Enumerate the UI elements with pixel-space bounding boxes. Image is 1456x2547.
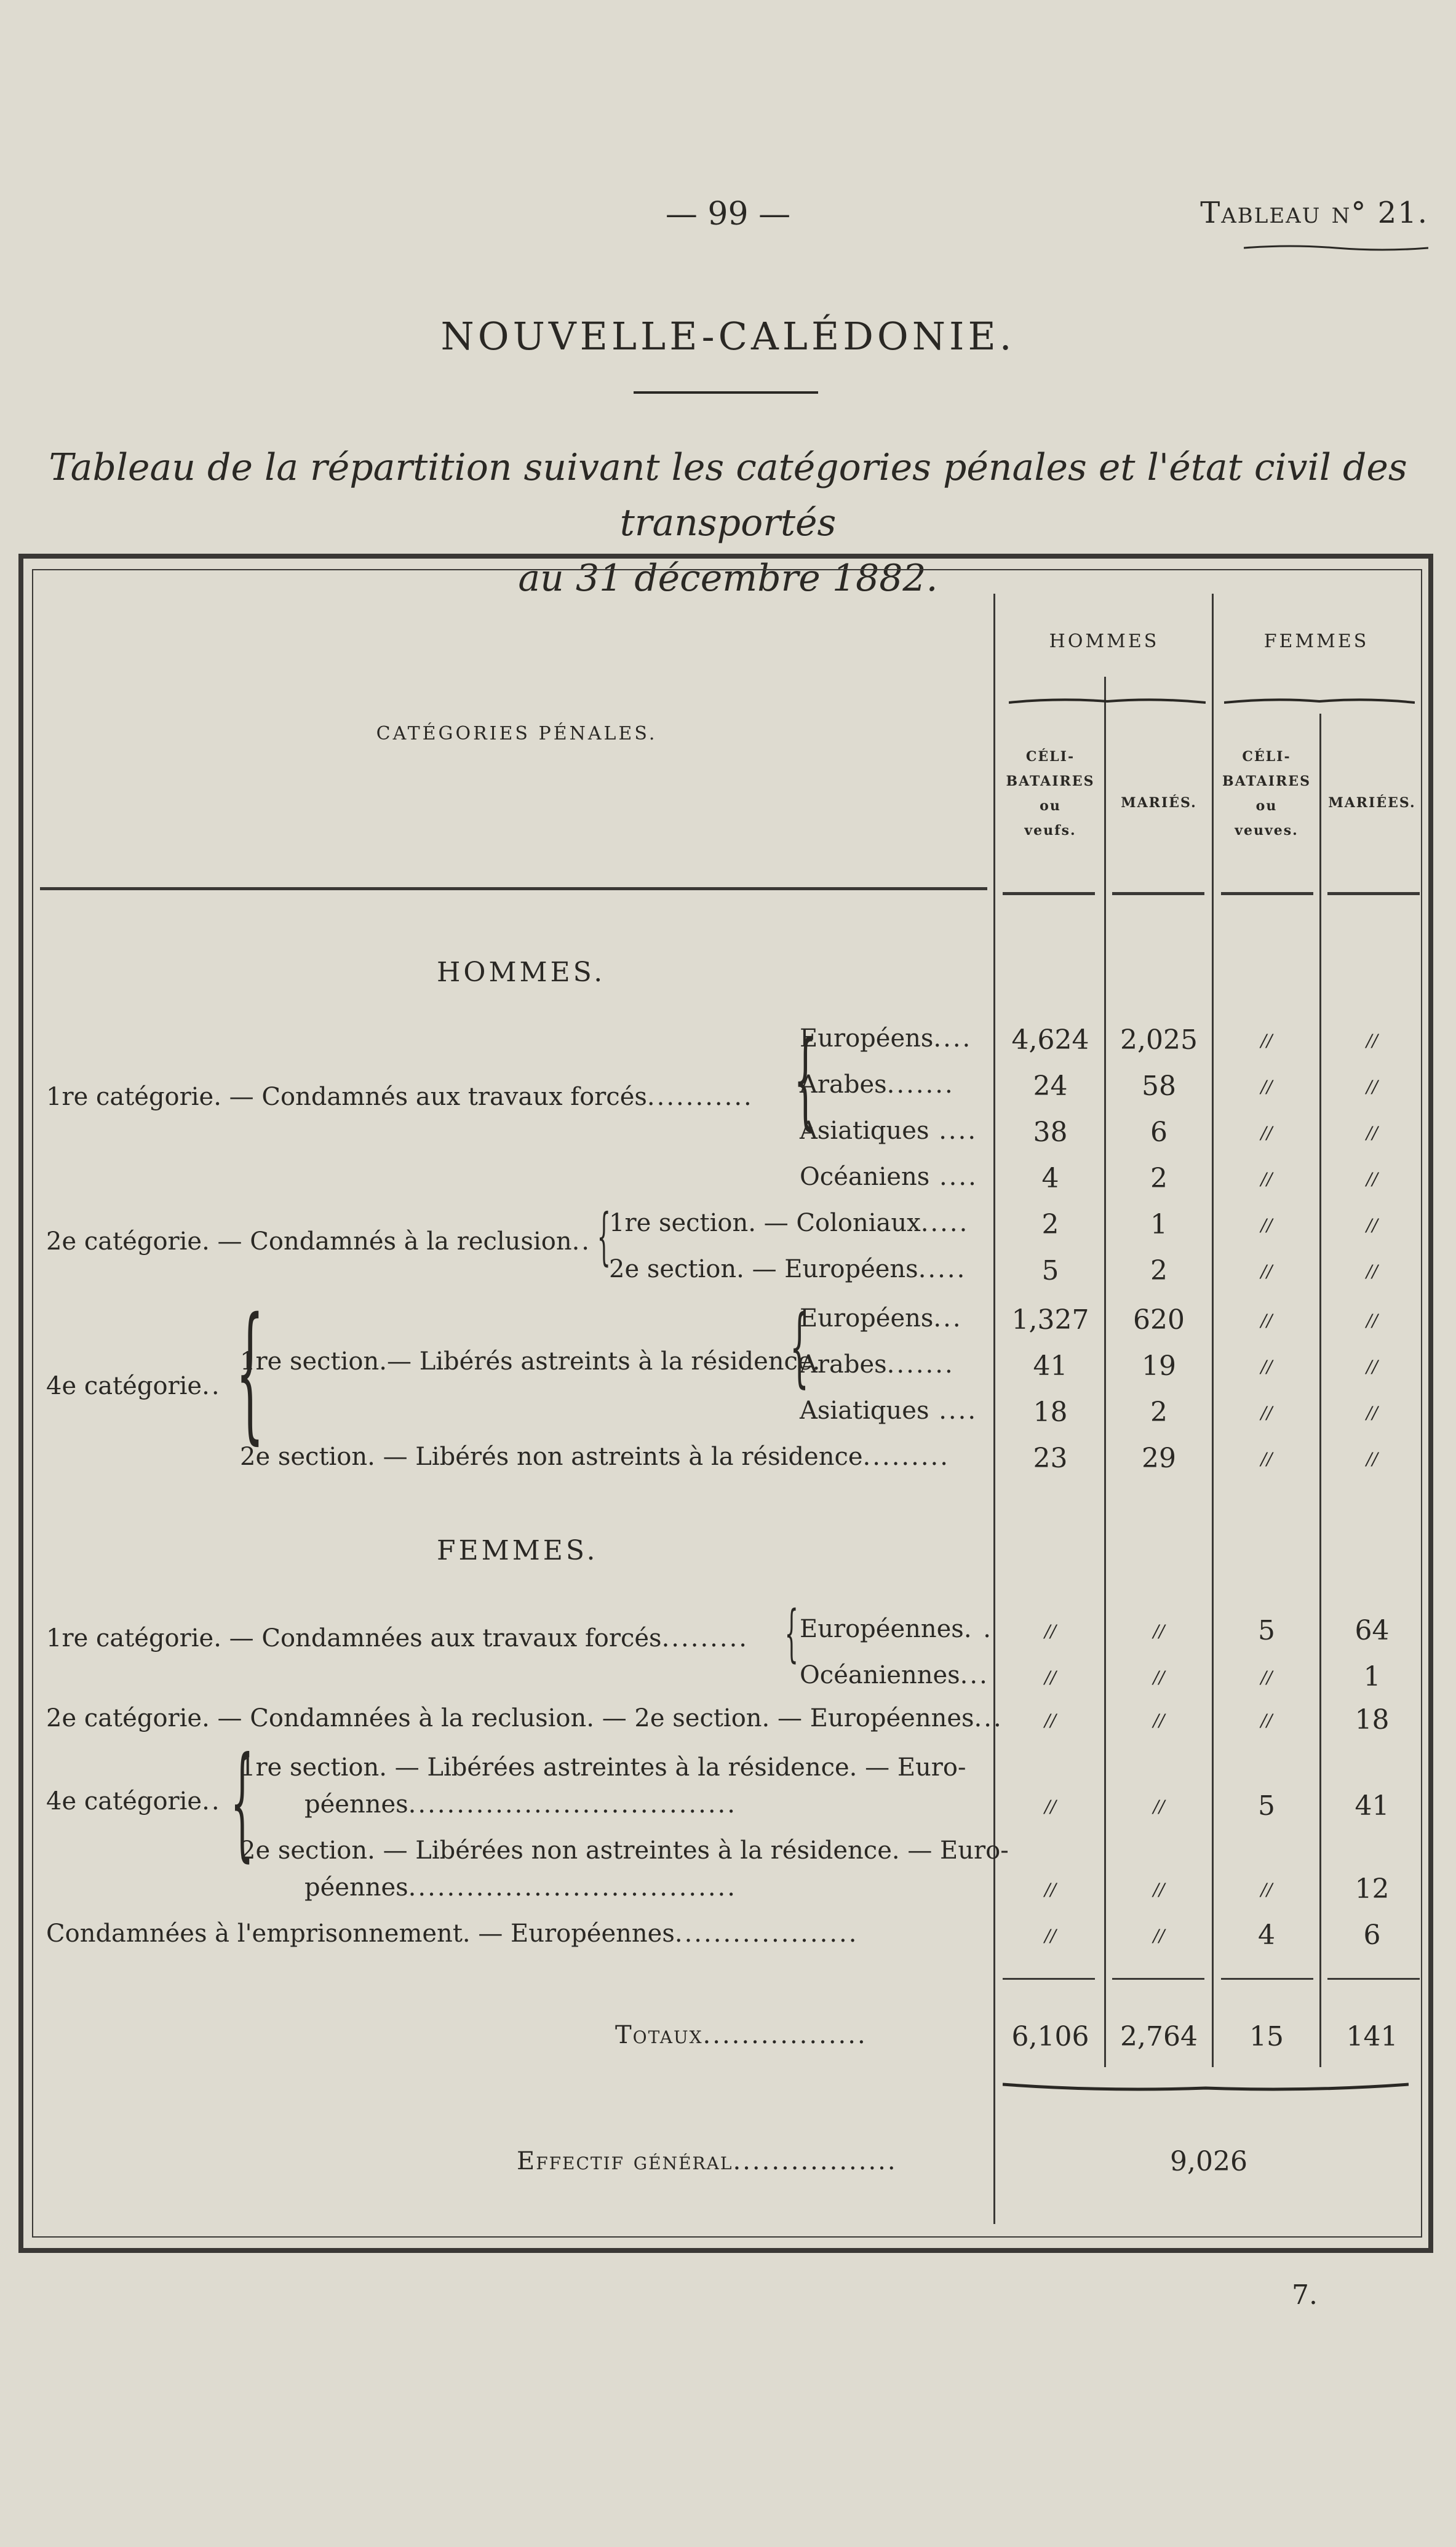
cell-m_c4_ara-1: 19: [1142, 1350, 1176, 1382]
cell-m_c1_ara-0: 24: [1033, 1070, 1068, 1102]
cell-m_c1_asi-0: 38: [1033, 1117, 1068, 1148]
cell-w_c1_eur-2: 5: [1258, 1615, 1275, 1646]
cell-w_c2-3: 18: [1355, 1704, 1390, 1736]
cell-m_c4_eur-2: //: [1260, 1310, 1273, 1331]
cell-m_c4_asi-0: 18: [1033, 1397, 1068, 1428]
label-europeennes: Européennes. .: [800, 1615, 993, 1643]
cell-m_c4_eur-1: 620: [1133, 1304, 1185, 1336]
label-cat2-men-s1: 1re section. — Coloniaux.....: [609, 1209, 969, 1237]
totals-brace: [1003, 2079, 1409, 2094]
header-rule-c1: [1003, 892, 1095, 895]
label-arabes: Arabes.......: [800, 1070, 955, 1099]
brace: {: [597, 1200, 611, 1272]
total-rule-c2: [1112, 1978, 1204, 1980]
cell-w_empr-0: //: [1044, 1926, 1056, 1946]
cell-m_c1_eur-1: 2,025: [1120, 1024, 1198, 1056]
label-cat4-men-s2: 2e section. — Libérés non astreints à la résidence.........: [240, 1443, 950, 1471]
brace: {: [789, 1297, 810, 1397]
label-asiatiques: Asiatiques ....: [800, 1117, 978, 1145]
hdr-text: veuves.: [1235, 823, 1299, 839]
label-europeens: Européens....: [800, 1024, 973, 1053]
header-femmes-celibataires: [1214, 744, 1319, 843]
label-text: Condamnées à l'emprisonnement. — Européennes: [46, 1919, 675, 1948]
total-2: 15: [1249, 2021, 1284, 2052]
section-femmes: FEMMES.: [437, 1535, 599, 1566]
cell-w_c2-0: //: [1044, 1710, 1056, 1731]
label-cat4-women: 4e catégorie..: [46, 1787, 221, 1816]
cell-m_c1_eur-3: //: [1366, 1030, 1378, 1051]
label-cat1-women: 1re catégorie. — Condamnées aux travaux forcés.........: [46, 1624, 749, 1652]
total-rule-c3: [1221, 1978, 1313, 1980]
cell-w_c4_s2-3: 12: [1355, 1873, 1390, 1905]
cell-m_c4_s2-3: //: [1366, 1449, 1378, 1469]
col-divider-1: [993, 594, 995, 2224]
cell-m_c2_s2-1: 2: [1150, 1255, 1168, 1286]
header-hommes-maries: MARIÉS.: [1121, 795, 1197, 811]
label-asiatiques-2: Asiatiques ....: [800, 1397, 978, 1425]
cell-w_c4_s1-1: //: [1153, 1796, 1165, 1817]
label-cat4-men-s1: 1re section.— Libérés astreints à la résidence.: [240, 1347, 821, 1376]
label-oceaniennes: Océaniennes...: [800, 1661, 989, 1689]
header-hommes-celibataires: [997, 744, 1104, 843]
label-text: 2e section. — Européens: [609, 1255, 918, 1283]
cell-m_c4_ara-2: //: [1260, 1357, 1273, 1377]
label-text: Océaniennes: [800, 1661, 960, 1689]
label-text: 4e catégorie: [46, 1787, 202, 1816]
cell-w_c1_oce-0: //: [1044, 1667, 1056, 1688]
cell-w_c1_eur-3: 64: [1355, 1615, 1390, 1646]
total-rule-c4: [1327, 1978, 1420, 1980]
label-text: Océaniens: [800, 1163, 930, 1191]
label-text: Effectif général: [517, 2147, 733, 2175]
effectif-value: 9,026: [1170, 2146, 1247, 2177]
subtitle-line-2: au 31 décembre 1882.: [518, 557, 938, 600]
hdr-text: BATAIRES: [1006, 773, 1095, 789]
cell-w_c1_eur-1: //: [1153, 1621, 1165, 1641]
label-text: péennes: [304, 1873, 408, 1902]
label-arabes-2: Arabes.......: [800, 1350, 955, 1379]
cell-m_c4_asi-2: //: [1260, 1403, 1273, 1423]
hdr-text: ou: [1255, 798, 1278, 814]
label-text: 1re section. — Coloniaux: [609, 1209, 921, 1237]
hdr-text: veufs.: [1024, 823, 1076, 839]
cell-m_c2_s2-0: 5: [1041, 1255, 1059, 1286]
table-reference: Tableau n° 21.: [1200, 196, 1428, 230]
cell-m_c1_oce-0: 4: [1041, 1163, 1059, 1194]
cell-m_c1_asi-1: 6: [1150, 1117, 1168, 1148]
cell-w_empr-2: 4: [1258, 1919, 1275, 1951]
label-text: Asiatiques: [800, 1117, 929, 1145]
cell-w_c2-2: //: [1260, 1710, 1273, 1731]
label-text: Européens: [800, 1304, 934, 1333]
header-categories: CATÉGORIES PÉNALES.: [376, 723, 658, 744]
cell-m_c4_ara-3: //: [1366, 1357, 1378, 1377]
cell-m_c4_ara-0: 41: [1033, 1350, 1068, 1382]
swash-ornament: [1244, 243, 1428, 253]
cell-m_c4_asi-3: //: [1366, 1403, 1378, 1423]
total-0: 6,106: [1011, 2021, 1089, 2052]
cell-m_c4_eur-0: 1,327: [1011, 1304, 1089, 1336]
label-oceaniens: Océaniens ....: [800, 1163, 978, 1191]
brace: {: [794, 1019, 818, 1141]
cell-m_c1_asi-2: //: [1260, 1123, 1273, 1143]
label-cat4-women-s1b: péennes..................................: [304, 1790, 737, 1819]
header-rule-c4: [1327, 892, 1420, 895]
cell-m_c1_ara-2: //: [1260, 1077, 1273, 1097]
label-text: 4e catégorie: [46, 1372, 202, 1400]
hdr-text: ou: [1040, 798, 1061, 814]
label-cat4-women-s2b: péennes..................................: [304, 1873, 737, 1902]
cell-m_c1_eur-2: //: [1260, 1030, 1273, 1051]
brace: {: [236, 1286, 265, 1458]
cell-w_empr-3: 6: [1363, 1919, 1381, 1951]
cell-m_c2_s1-2: //: [1260, 1215, 1273, 1235]
cell-m_c1_asi-3: //: [1366, 1123, 1378, 1143]
hdr-text: CÉLI-: [1242, 749, 1291, 765]
cell-m_c1_oce-2: //: [1260, 1169, 1273, 1189]
cell-m_c1_ara-1: 58: [1142, 1070, 1176, 1102]
title-rule: [634, 391, 818, 394]
label-cat4-men: 4e catégorie..: [46, 1372, 221, 1400]
cell-m_c1_oce-1: 2: [1150, 1163, 1168, 1194]
label-cat4-women-s2a: 2e section. — Libérées non astreintes à la résidence. — Euro-: [240, 1836, 1009, 1865]
label-text: 1re catégorie. — Condamnées aux travaux forcés: [46, 1624, 662, 1652]
hommes-brace: [1009, 695, 1206, 708]
cell-w_c1_oce-2: //: [1260, 1667, 1273, 1688]
label-cat1-men: 1re catégorie. — Condamnés aux travaux forcés...........: [46, 1083, 754, 1111]
header-rule-c2: [1112, 892, 1204, 895]
hdr-text: BATAIRES: [1222, 773, 1311, 789]
header-rule-c3: [1221, 892, 1313, 895]
cell-m_c4_s2-0: 23: [1033, 1443, 1068, 1474]
cell-m_c2_s2-2: //: [1260, 1261, 1273, 1281]
subtitle-line-1: Tableau de la répartition suivant les catégories pénales et l'état civil des transportés: [49, 446, 1407, 544]
label-cat2-men: 2e catégorie. — Condamnés à la reclusion..: [46, 1227, 592, 1256]
cell-w_c4_s2-0: //: [1044, 1879, 1056, 1900]
label-totaux: Totaux.................: [615, 2021, 867, 2049]
cell-m_c4_s2-1: 29: [1142, 1443, 1176, 1474]
hdr-text: CÉLI-: [1025, 749, 1075, 765]
label-text: Arabes: [800, 1350, 887, 1379]
label-text: Européennes: [800, 1615, 964, 1643]
cell-w_c1_eur-0: //: [1044, 1621, 1056, 1641]
cell-m_c4_asi-1: 2: [1150, 1397, 1168, 1428]
header-hommes: HOMMES: [1049, 631, 1160, 652]
cell-m_c2_s2-3: //: [1366, 1261, 1378, 1281]
label-text: Européens: [800, 1024, 934, 1053]
label-text: Asiatiques: [800, 1397, 929, 1425]
label-cat2-men-s2: 2e section. — Européens.....: [609, 1255, 967, 1283]
footer-mark: 7.: [1292, 2279, 1318, 2311]
label-text: 2e section. — Libérés non astreints à la résidence: [240, 1443, 863, 1471]
label-text: péennes: [304, 1790, 408, 1819]
total-rule-c1: [1003, 1978, 1095, 1980]
cell-m_c1_ara-3: //: [1366, 1077, 1378, 1097]
cell-w_c4_s1-0: //: [1044, 1796, 1056, 1817]
cell-w_c4_s1-3: 41: [1355, 1790, 1390, 1822]
label-text: 2e catégorie. — Condamnés à la reclusion: [46, 1227, 572, 1256]
cell-m_c2_s1-3: //: [1366, 1215, 1378, 1235]
label-cat2-women: 2e catégorie. — Condamnées à la reclusion. — 2e section. — Européennes...: [46, 1704, 1003, 1732]
total-1: 2,764: [1120, 2021, 1198, 2052]
cell-m_c1_eur-0: 4,624: [1011, 1024, 1089, 1056]
header-rule: [40, 887, 987, 890]
cell-w_empr-1: //: [1153, 1926, 1165, 1946]
label-text: Arabes: [800, 1070, 887, 1099]
label-text: Totaux: [615, 2021, 703, 2049]
col-divider-4: [1319, 714, 1321, 2067]
brace: {: [784, 1597, 798, 1669]
femmes-brace: [1224, 695, 1415, 708]
label-effectif: Effectif général.................: [517, 2147, 897, 2175]
header-femmes: FEMMES: [1263, 631, 1369, 652]
cell-m_c2_s1-1: 1: [1150, 1209, 1168, 1240]
page-number: — 99 —: [665, 196, 791, 233]
label-text: 2e catégorie. — Condamnées à la reclusion. — 2e section. — Européennes: [46, 1704, 974, 1732]
cell-m_c4_eur-3: //: [1366, 1310, 1378, 1331]
cell-w_c4_s1-2: 5: [1258, 1790, 1275, 1822]
cell-w_c1_oce-3: 1: [1363, 1661, 1381, 1692]
cell-w_c4_s2-2: //: [1260, 1879, 1273, 1900]
total-3: 141: [1346, 2021, 1398, 2052]
cell-w_c4_s2-1: //: [1153, 1879, 1165, 1900]
cell-m_c4_s2-2: //: [1260, 1449, 1273, 1469]
brace: {: [230, 1731, 254, 1874]
cell-w_c2-1: //: [1153, 1710, 1165, 1731]
label-cat4-women-s1a: 1re section. — Libérées astreintes à la résidence. — Euro-: [240, 1753, 966, 1782]
cell-w_c1_oce-1: //: [1153, 1667, 1165, 1688]
label-europeens-2: Européens...: [800, 1304, 963, 1333]
label-text: 1re catégorie. — Condamnés aux travaux forcés: [46, 1083, 647, 1111]
section-hommes: HOMMES.: [437, 957, 606, 988]
main-title: NOUVELLE-CALÉDONIE.: [440, 314, 1016, 359]
header-femmes-mariees: MARIÉES.: [1328, 795, 1416, 811]
cell-m_c1_oce-3: //: [1366, 1169, 1378, 1189]
cell-m_c2_s1-0: 2: [1041, 1209, 1059, 1240]
label-emprisonnement: Condamnées à l'emprisonnement. — Européennes...................: [46, 1919, 859, 1948]
